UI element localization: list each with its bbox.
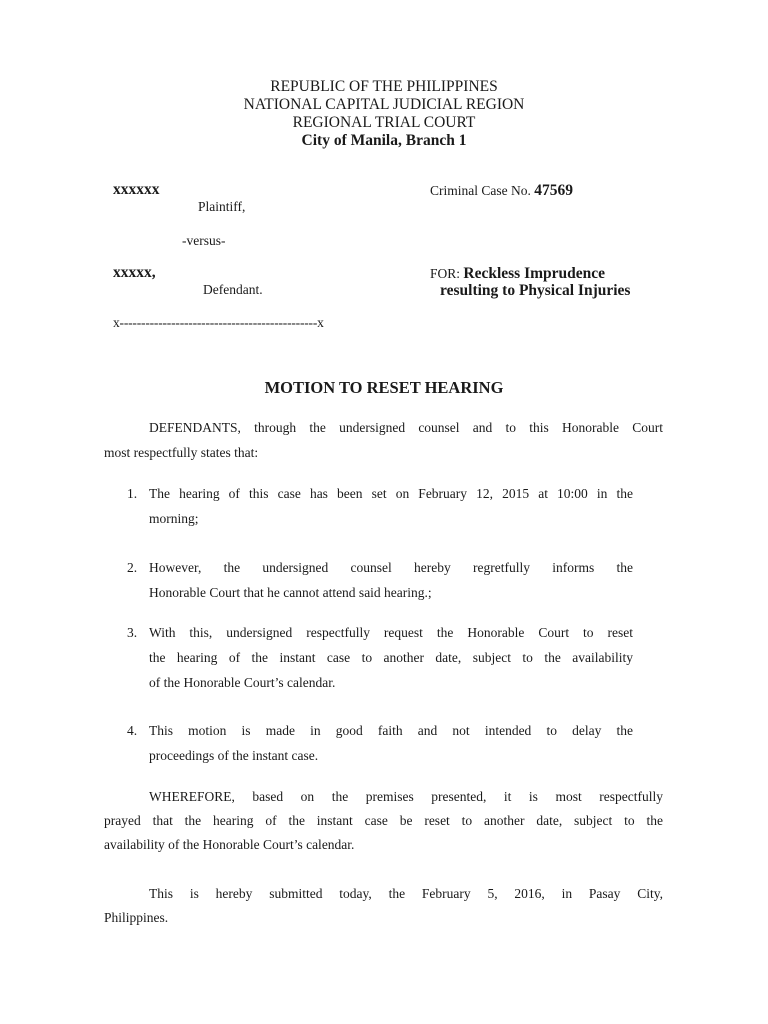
item-2-line-1: However, the undersigned counsel hereby regretfully informs the [149, 560, 633, 575]
item-3-line-1: With this, undersigned respectfully request the Honorable Court to reset [149, 625, 633, 640]
item-2-line-2: Honorable Court that he cannot attend said hearing.; [149, 585, 432, 600]
item-3-number: 3. [127, 625, 138, 640]
item-2-number: 2. [127, 560, 138, 575]
item-4-line-2: proceedings of the instant case. [149, 748, 319, 763]
caption-separator: x----------------------------------------------x [113, 315, 324, 330]
offense-text-1: Reckless Imprudence [463, 265, 606, 282]
item-3-line-3: of the Honorable Court’s calendar. [149, 675, 336, 690]
case-number-line [430, 182, 573, 200]
for-label: FOR: [430, 266, 461, 281]
item-3-line-2: the hearing of the instant case to another date, subject to the availability [149, 650, 633, 665]
document-title: MOTION TO RESET HEARING [264, 378, 504, 397]
court-header-branch: City of Manila, Branch 1 [301, 132, 467, 149]
item-4-number: 4. [127, 723, 138, 738]
item-4-line-1: This motion is made in good faith and not intended to delay the [149, 723, 633, 738]
court-header-republic: REPUBLIC OF THE PHILIPPINES [270, 78, 498, 95]
defendant-name: xxxxx, [113, 264, 156, 281]
plaintiff-name: xxxxxx [113, 181, 160, 198]
plaintiff-role: Plaintiff, [198, 199, 246, 214]
court-header-trial-court: REGIONAL TRIAL COURT [292, 114, 476, 131]
wherefore-line-2: prayed that the hearing of the instant case be reset to another date, subject to the [104, 813, 663, 828]
submitted-line-1: This is hereby submitted today, the February 5, 2016, in Pasay City, [149, 886, 663, 901]
wherefore-line-1: WHEREFORE, based on the premises presented, it is most respectfully [149, 789, 663, 804]
court-header-region: NATIONAL CAPITAL JUDICIAL REGION [243, 96, 525, 113]
case-number: 47569 [534, 182, 573, 199]
item-1-line-2: morning; [149, 511, 199, 526]
intro-line-2: most respectfully states that: [104, 445, 259, 460]
case-label: Criminal Case No. [430, 183, 531, 198]
offense-text-2: resulting to Physical Injuries [440, 282, 631, 299]
defendant-role: Defendant. [203, 282, 263, 297]
submitted-line-2: Philippines. [104, 910, 169, 925]
item-1-line-1: The hearing of this case has been set on February 12, 2015 at 10:00 in the [149, 486, 633, 501]
versus-label: -versus- [182, 233, 226, 248]
wherefore-line-3: availability of the Honorable Court’s calendar. [104, 837, 355, 852]
intro-line-1: DEFENDANTS, through the undersigned counsel and to this Honorable Court [149, 420, 663, 435]
item-1-number: 1. [127, 486, 138, 501]
offense-line-1 [430, 265, 605, 283]
